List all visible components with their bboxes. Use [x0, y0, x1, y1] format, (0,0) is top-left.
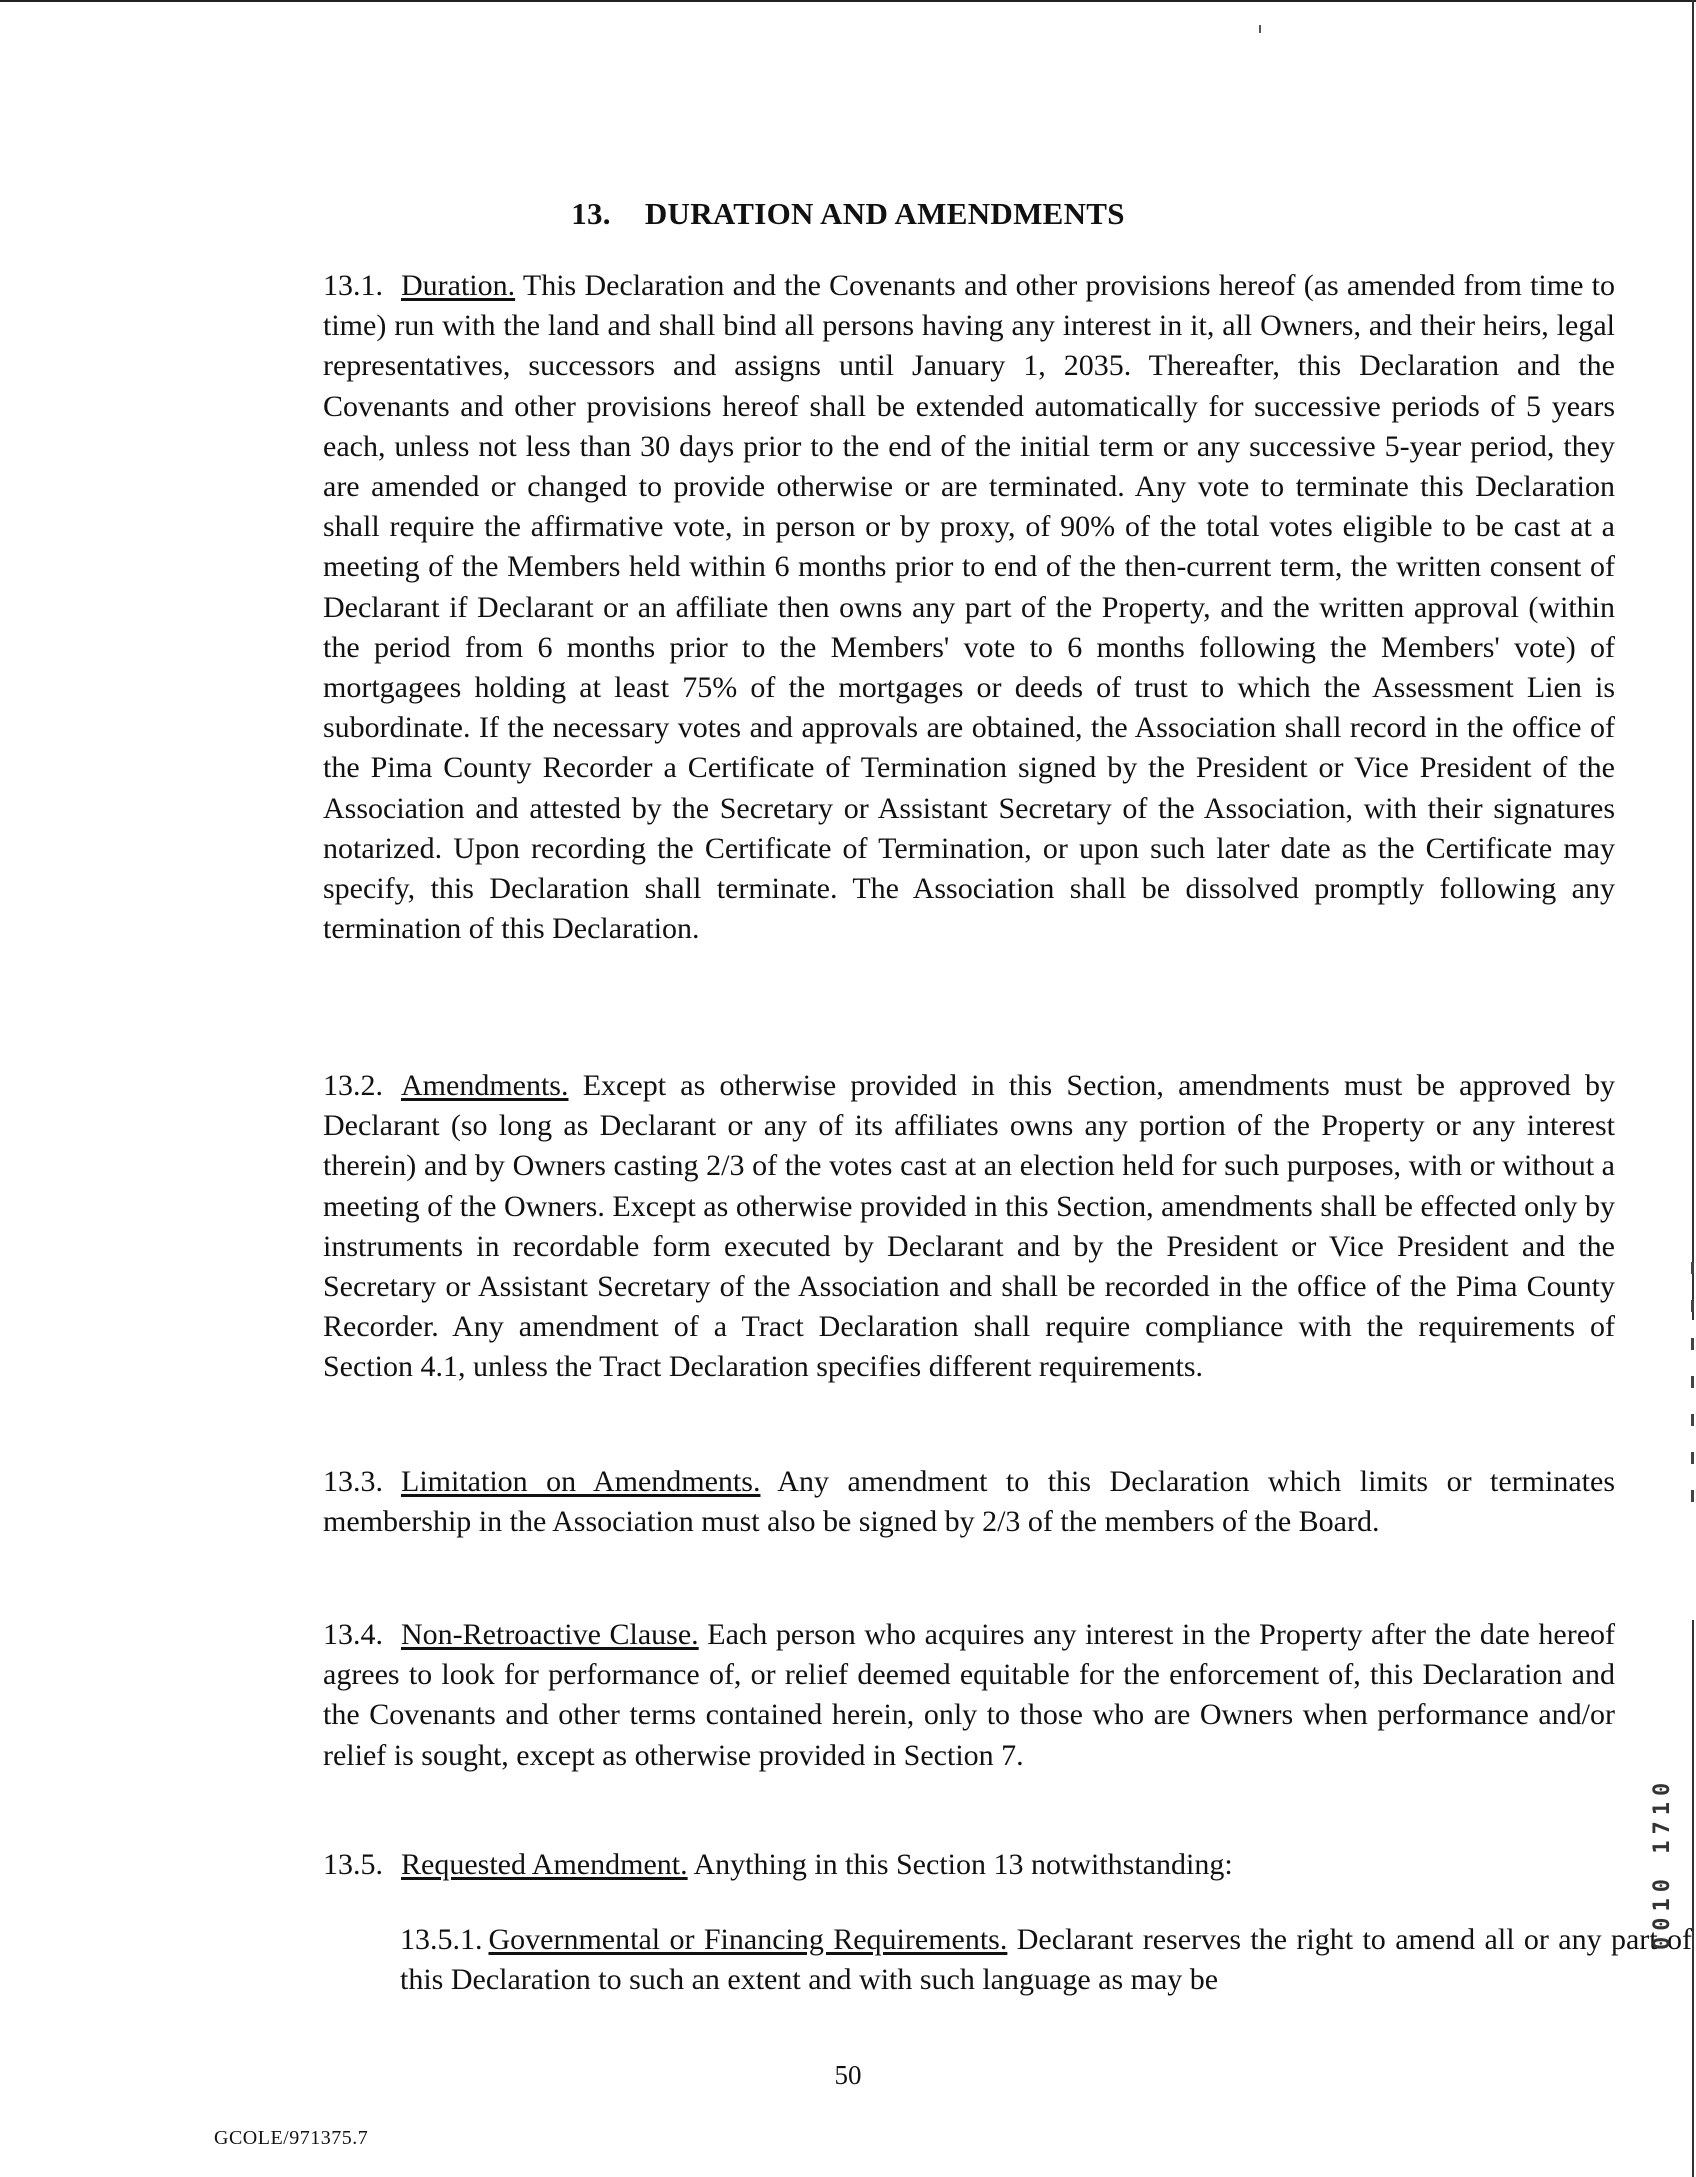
clause-number: 13.4.	[323, 1618, 383, 1651]
clause-number: 13.5.	[323, 1848, 383, 1881]
clause-13-5	[208, 1845, 1615, 1885]
scan-mark	[1691, 1262, 1694, 1274]
scan-mark	[1691, 1338, 1694, 1350]
margin-stamp-text: 0010 1710	[1650, 1776, 1675, 1950]
page-number: 50	[834, 2060, 862, 2090]
clause-title: Limitation on Amendments.	[401, 1465, 761, 1498]
page-right-edge	[1692, 0, 1694, 2177]
scan-speck	[1259, 25, 1261, 33]
document-id: GCOLE/971375.7	[214, 2127, 369, 2149]
scan-mark	[1691, 1414, 1694, 1426]
clause-13-1	[208, 266, 1615, 949]
clause-number: 13.2.	[323, 1069, 383, 1102]
section-heading-title: DURATION AND AMENDMENTS	[644, 196, 1125, 231]
clause-text: Declarant reserves the right to amend all or any part of this Declaration to such an extent and with such language as may be	[400, 1923, 1693, 1997]
section-heading	[0, 196, 1696, 232]
clause-13-2	[208, 1066, 1615, 1388]
clause-13-5-1	[208, 1920, 1692, 2000]
clause-title: Governmental or Financing Requirements.	[488, 1923, 1008, 1956]
clause-13-4	[208, 1615, 1615, 1776]
clause-title: Non-Retroactive Clause.	[401, 1618, 699, 1651]
section-heading-number: 13.	[571, 196, 611, 231]
clause-title: Requested Amendment.	[401, 1848, 688, 1881]
margin-recording-stamp	[1630, 1570, 1675, 1950]
clause-number: 13.5.1.	[400, 1923, 483, 1956]
scan-mark	[1691, 1376, 1694, 1388]
clause-text: Anything in this Section 13 notwithstanding:	[693, 1848, 1233, 1881]
clause-title: Duration.	[401, 269, 516, 302]
clause-text: Except as otherwise provided in this Section, amendments must be approved by Declarant (so long as Declarant or any of its affiliates owns any portion of the Property or any interest therein) and by Owners casting 2/3 of the votes cast at an election held for such purposes, with or without a meeting of the Owners. Except as otherwise provided in this Section, amendments shall be effected only by instruments in recordable form executed by Declarant and by the President or Vice President and the Secretary or Assistant Secretary of the Association and shall be recorded in the office of the Pima County Recorder. Any amendment of a Tract Declaration shall require compliance with the requirements of Section 4.1, unless the Tract Declaration specifies different requirements.	[323, 1069, 1616, 1384]
scan-mark	[1691, 1300, 1694, 1312]
clause-text: Any amendment to this Declaration which limits or terminates membership in the Association must also be signed by 2/3 of the members of the Board.	[323, 1465, 1615, 1539]
clause-number: 13.3.	[323, 1465, 383, 1498]
page-top-edge	[0, 0, 1696, 2]
clause-text: Each person who acquires any interest in the Property after the date hereof agrees to look for performance of, or relief deemed equitable for the enforcement of, this Declaration and the Covenants and other terms contained herein, only to those who are Owners when performance and/or relief is sought, except as otherwise provided in Section 7.	[323, 1618, 1616, 1772]
scan-mark	[1691, 1490, 1694, 1502]
clause-title: Amendments.	[401, 1069, 569, 1102]
page-right-edge-gap	[1690, 1320, 1696, 1620]
clause-text: This Declaration and the Covenants and other provisions hereof (as amended from time to time) run with the land and shall bind all persons having any interest in it, all Owners, and their heirs, legal representatives, successors and assigns until January 1, 2035. Thereafter, this Declaration and the Covenants and other provisions hereof shall be extended automatically for successive periods of 5 years each, unless not less than 30 days prior to the end of the initial term or any successive 5-year period, they are amended or changed to provide otherwise or are terminated. Any vote to terminate this Declaration shall require the affirmative vote, in person or by proxy, of 90% of the total votes eligible to be cast at a meeting of the Members held within 6 months prior to end of the then-current term, the written consent of Declarant if Declarant or an affiliate then owns any part of the Property, and the written approval (within the period from 6 months prior to the Members' vote to 6 months following the Members' vote) of mortgagees holding at least 75% of the mortgages or deeds of trust to which the Assessment Lien is subordinate. If the necessary votes and approvals are obtained, the Association shall record in the office of the Pima County Recorder a Certificate of Termination signed by the President or Vice President of the Association and attested by the Secretary or Assistant Secretary of the Association, with their signatures notarized. Upon recording the Certificate of Termination, or upon such later date as the Certificate may specify, this Declaration shall terminate. The Association shall be dissolved promptly following any termination of this Declaration.	[323, 269, 1615, 946]
scan-mark	[1691, 1452, 1694, 1464]
clause-number: 13.1.	[323, 269, 383, 302]
clause-13-3	[208, 1462, 1615, 1542]
